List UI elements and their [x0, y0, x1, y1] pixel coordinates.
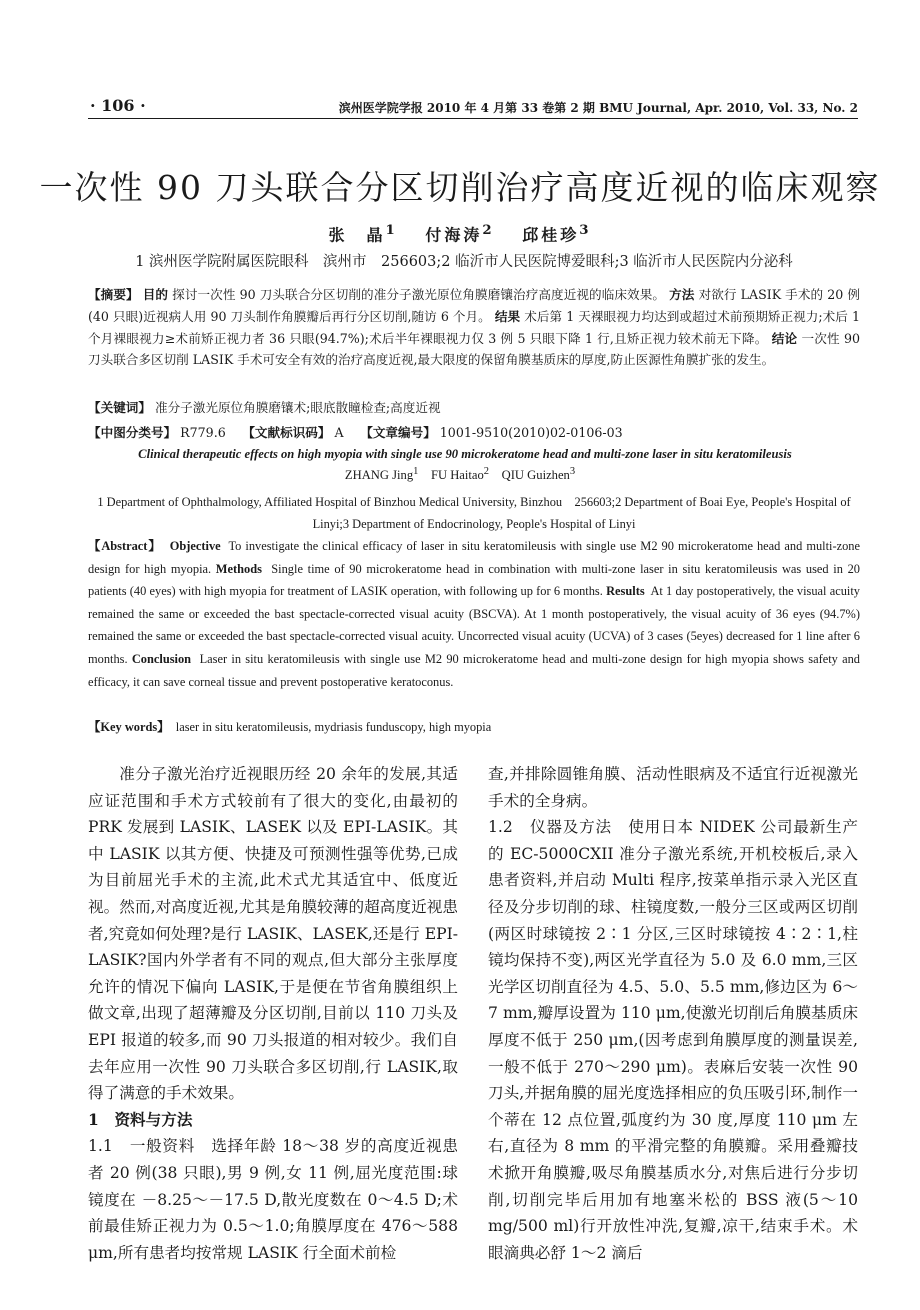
conclusion-label: 结论 [771, 330, 798, 346]
conclusion-text: 一次性 90 刀头联合多区切削 LASIK 手术可安全有效的治疗高度近视,最大限度的保留角膜基质床的厚度,防止医源性角膜扩张的发生。 [88, 330, 861, 368]
keywords-label: 【关键词】 [88, 400, 151, 415]
authors-cn [0, 222, 920, 245]
objective-text: 探讨一次性 90 刀头联合分区切削的准分子激光原位角膜磨镶治疗高度近视的临床效果。 [172, 287, 666, 302]
section-paragraph: 1.2 仪器及方法 使用日本 NIDEK 公司最新生产的 EC-5000CXII 准分子激光系统,开机校板后,录入患者资料,并启动 Multi 程序,按菜单指示录入光区直径及分步切削的球、柱镜度数,一般分三区或两区切削(两区时球镜按 2∶1 分区,三区时球镜按 4∶2∶1,柱镜均保持不变),两区光学直径为 5.0 及 6.0 mm,三区光学区切削直径为 4.5、5.0、5.5 mm,修边区为 6～7 mm,瓣厚设置为 110 μm,使激光切削后角膜基质床厚度不低于 250 μm,(因考虑到角膜厚度的测量误差,一般不低于 270～290 μm)。表麻后安装一次性 90 刀头,并据角膜的屈光度选择相应的负压吸引环,制作一个蒂在 12 点位置,弧度约为 30 度,厚度 110 μm 左右,直径为 8 mm 的平滑完整的角膜瓣。采用叠瓣技术掀开角膜瓣,吸尽角膜基质水分,对焦后进行分步切削,切削完毕后用加有地塞米松的 BSS 液(5～10 mg/500 ml)行开放性冲洗,复瓣,凉干,结束手术。术眼滴典必舒 1～2 滴后 [488, 818, 858, 1262]
doc-code-label: 【文献标识码】 [242, 425, 331, 440]
author-name: 付海涛 [425, 225, 483, 245]
abstract-label: 【Abstract】 [88, 539, 162, 553]
results-label: 结果 [494, 308, 521, 324]
keywords-en [88, 717, 860, 739]
author-name: 张 晶 [328, 225, 386, 245]
conclusion-label: Conclusion [131, 651, 192, 666]
body-column-right [488, 761, 858, 1266]
author-name: 邱桂珍 [522, 225, 580, 245]
intro-paragraph: 准分子激光治疗近视眼历经 20 余年的发展,其适应证范围和手术方式较前有了很大的变化,由最初的 PRK 发展到 LASIK、LASEK 以及 EPI-LASIK。其中 LASIK 以其方便、快捷及可预测性强等优势,已成为目前屈光手术的主流,此术式尤其适宜中、低度近视。然而,对高度近视,尤其是角膜较薄的超高度近视患者,究竟如何处理?是行 LASIK、LASEK,还是行 EPI-LASIK?国内外学者有不同的观点,但大部分主张厚度允许的情况下偏向 LASIK,于是便在节省角膜组织上做文章,出现了超薄瓣及分区切削,目前以 110 刀头及 EPI 报道的较多,而 90 刀头报道的相对较少。我们自去年应用一次性 90 刀头联合多区切削,行 LASIK,取得了满意的手术效果。 [88, 765, 458, 1103]
results-text: 术后第 1 天裸眼视力均达到或超过术前预期矫正视力;术后 1 个月裸眼视力≥术前矫正视力者 36 只眼(94.7%);术后半年裸眼视力仅 3 例 5 只眼下降 1 行,且矫正视力较术前无下降。 [88, 308, 861, 346]
abstract-en [88, 535, 860, 693]
classification-line [88, 422, 860, 444]
affiliation-cn: 1 滨州医学院附属医院眼科 滨州市 256603;2 临沂市人民医院博爱眼科;3 临沂市人民医院内分泌科 [135, 254, 793, 270]
abstract-cn [88, 284, 860, 371]
methods-label: 方法 [669, 287, 695, 302]
author-name: FU Haitao [430, 468, 484, 483]
continued-paragraph: 查,并排除圆锥角膜、活动性眼病及不适宜行近视激光手术的全身病。 [488, 765, 858, 810]
article-number-label: 【文章编号】 [360, 425, 436, 440]
results-text: At 1 day postoperatively, the visual acuity remained the same or exceeded the bast spectacle-corrected visual acuity (BSCVA). At 1 month postoperatively, the visual acuity of 36 eyes (94.7%) remained the same or exceeded the bast spectacle-corrected visual acuity. Uncorrected visual acuity (UCVA) of 3 cases (5eyes) decreased for 1 line after 6 months. [88, 584, 860, 666]
methods-text: Single time of 90 microkeratome head in combination with multi-zone laser in situ keratomileusis was used in 20 patients (40 eyes) with high myopia for treatment of LASIK operation, with following up for 6 months. [88, 561, 860, 599]
author-superscript: 2 [483, 466, 490, 477]
article-title-en: Clinical therapeutic effects on high myopia with single use 90 microkeratome head and multi-zone laser in situ keratomileusis [138, 447, 792, 461]
header-rule [88, 118, 858, 119]
body-column-left [88, 761, 458, 1266]
clc-label: 【中图分类号】 [88, 425, 177, 440]
doc-code-value: A [334, 425, 344, 440]
author-name: QIU Guizhen [501, 468, 570, 483]
keywords-cn [88, 397, 860, 419]
conclusion-text: Laser in situ keratomileusis with single use M2 90 microkeratome head and multi-zone design for high myopia shows safety and efficacy, it can save corneal tissue and prevent postoperative keratoconus. [88, 651, 860, 689]
author-superscript: 3 [579, 222, 592, 238]
results-label: Results [606, 584, 645, 599]
author-name: ZHANG Jing [344, 468, 414, 483]
keywords-text: laser in situ keratomileusis, mydriasis funduscopy, high myopia [175, 720, 492, 734]
author-superscript: 3 [569, 466, 576, 477]
keywords-text: 准分子激光原位角膜磨镶术;眼底散瞳检查;高度近视 [154, 400, 441, 415]
abstract-label: 【摘要】 [88, 287, 139, 302]
objective-text: To investigate the clinical efficacy of laser in situ keratomileusis with single use M2 90 microkeratome head and multi-zone design for high myopia. [88, 539, 860, 576]
methods-text: 对欲行 LASIK 手术的 20 例(40 只眼)近视病人用 90 刀头制作角膜瓣后再行分区切削,随访 6 个月。 [88, 287, 860, 324]
section-paragraph: 1.1 一般资料 选择年龄 18～38 岁的高度近视患者 20 例(38 只眼),男 9 例,女 11 例,屈光度范围:球镜度在 －8.25～－17.5 D,散光度数在 0～4.5 D;术前最佳矫正视力为 0.5～1.0;角膜厚度在 476～588 μm,所有患者均按常规 LASIK 行全面术前检 [88, 1137, 458, 1262]
page-number: · 106 · [90, 96, 146, 115]
article-number-value: 1001-9510(2010)02-0106-03 [439, 425, 623, 440]
keywords-label: 【Key words】 [88, 720, 170, 734]
objective-label: Objective [169, 539, 221, 553]
objective-label: 目的 [142, 287, 169, 302]
clc-value: R779.6 [180, 425, 226, 440]
section-heading: 1 资料与方法 [88, 1109, 193, 1129]
author-superscript: 1 [385, 222, 398, 238]
author-superscript: 2 [482, 222, 495, 238]
article-title-cn: 一次性 90 刀头联合分区切削治疗高度近视的临床观察 [39, 168, 881, 207]
authors-en [0, 466, 920, 483]
author-superscript: 1 [413, 466, 419, 477]
affiliation-en: 1 Department of Ophthalmology, Affiliated Hospital of Binzhou Medical University, Binzhou 256603;2 Department of Boai Eye, People's Hospital of Linyi;3 Department of Endocrinology, People's Hospital of Linyi [97, 495, 851, 531]
methods-label: Methods [215, 561, 262, 576]
journal-header: 滨州医学院学报 2010 年 4 月第 33 卷第 2 期 BMU Journal, Apr. 2010, Vol. 33, No. 2 [338, 101, 858, 115]
